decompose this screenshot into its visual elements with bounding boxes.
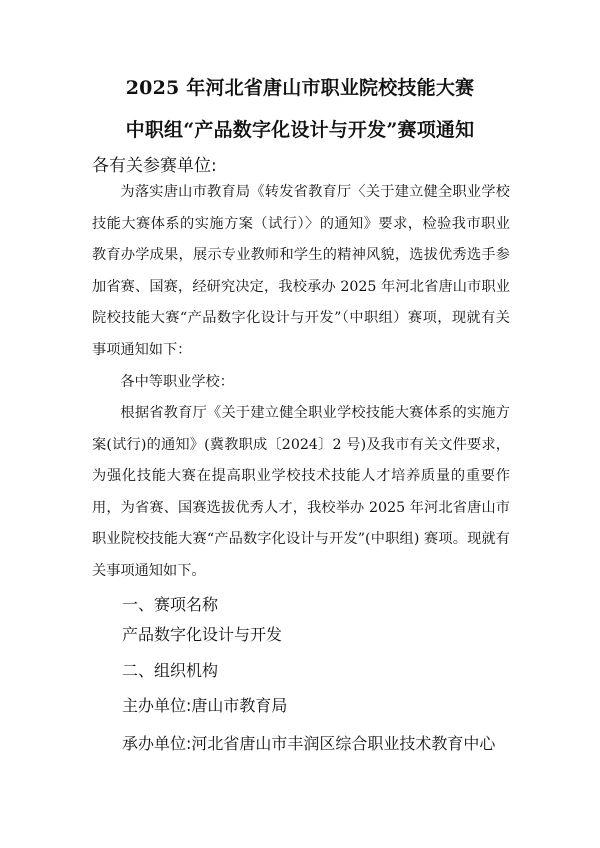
- salutation: 各有关参赛单位:: [92, 156, 217, 176]
- section-heading-event-name: 一、赛项名称: [122, 595, 219, 614]
- section-heading-organization: 二、组织机构: [122, 661, 219, 680]
- body-paragraph-2: 各中等职业学校：: [120, 374, 234, 390]
- event-name-text: 产品数字化设计与开发: [122, 625, 283, 644]
- host-unit-value: 唐山市教育局: [191, 696, 288, 715]
- organizer-unit-value: 河北省唐山市丰润区综合职业技术教育中心: [191, 734, 496, 753]
- body-paragraph-1: 为落实唐山市教育局《转发省教育厅〈关于建立健全职业学校技能大赛体系的实施方案（试行）〉的通知》要求，检验我市职业教育办学成果，展示专业教师和学生的精神风貌，选拔优秀选手参加省赛、国赛，经研究决定，我校承办 2025 年河北省唐山市职业院校技能大赛“产品数字化设计与开发”（中职组）赛项，现就有关事项通知如下：: [92, 184, 510, 358]
- organizer-unit-line: [122, 733, 495, 755]
- document-title-line-2: 中职组“产品数字化设计与开发”赛项通知: [125, 119, 475, 141]
- host-unit-line: [122, 695, 287, 717]
- organizer-unit-label: 承办单位:: [122, 734, 192, 753]
- host-unit-label: 主办单位:: [122, 696, 192, 715]
- document-title-line-1: 2025 年河北省唐山市职业院校技能大赛: [125, 77, 475, 99]
- body-paragraph-3: 根据省教育厅《关于建立健全职业学校技能大赛体系的实施方案(试行)的通知》(冀教职成〔2024〕2 号)及我市有关文件要求，为强化技能大赛在提高职业学校技术技能人才培养质量的重要作用，为省赛、国赛选拔优秀人才，我校举办 2025 年河北省唐山市职业院校技能大赛“产品数字化设计与开发”(中职组) 赛项。现就有关事项通知如下。: [92, 405, 510, 579]
